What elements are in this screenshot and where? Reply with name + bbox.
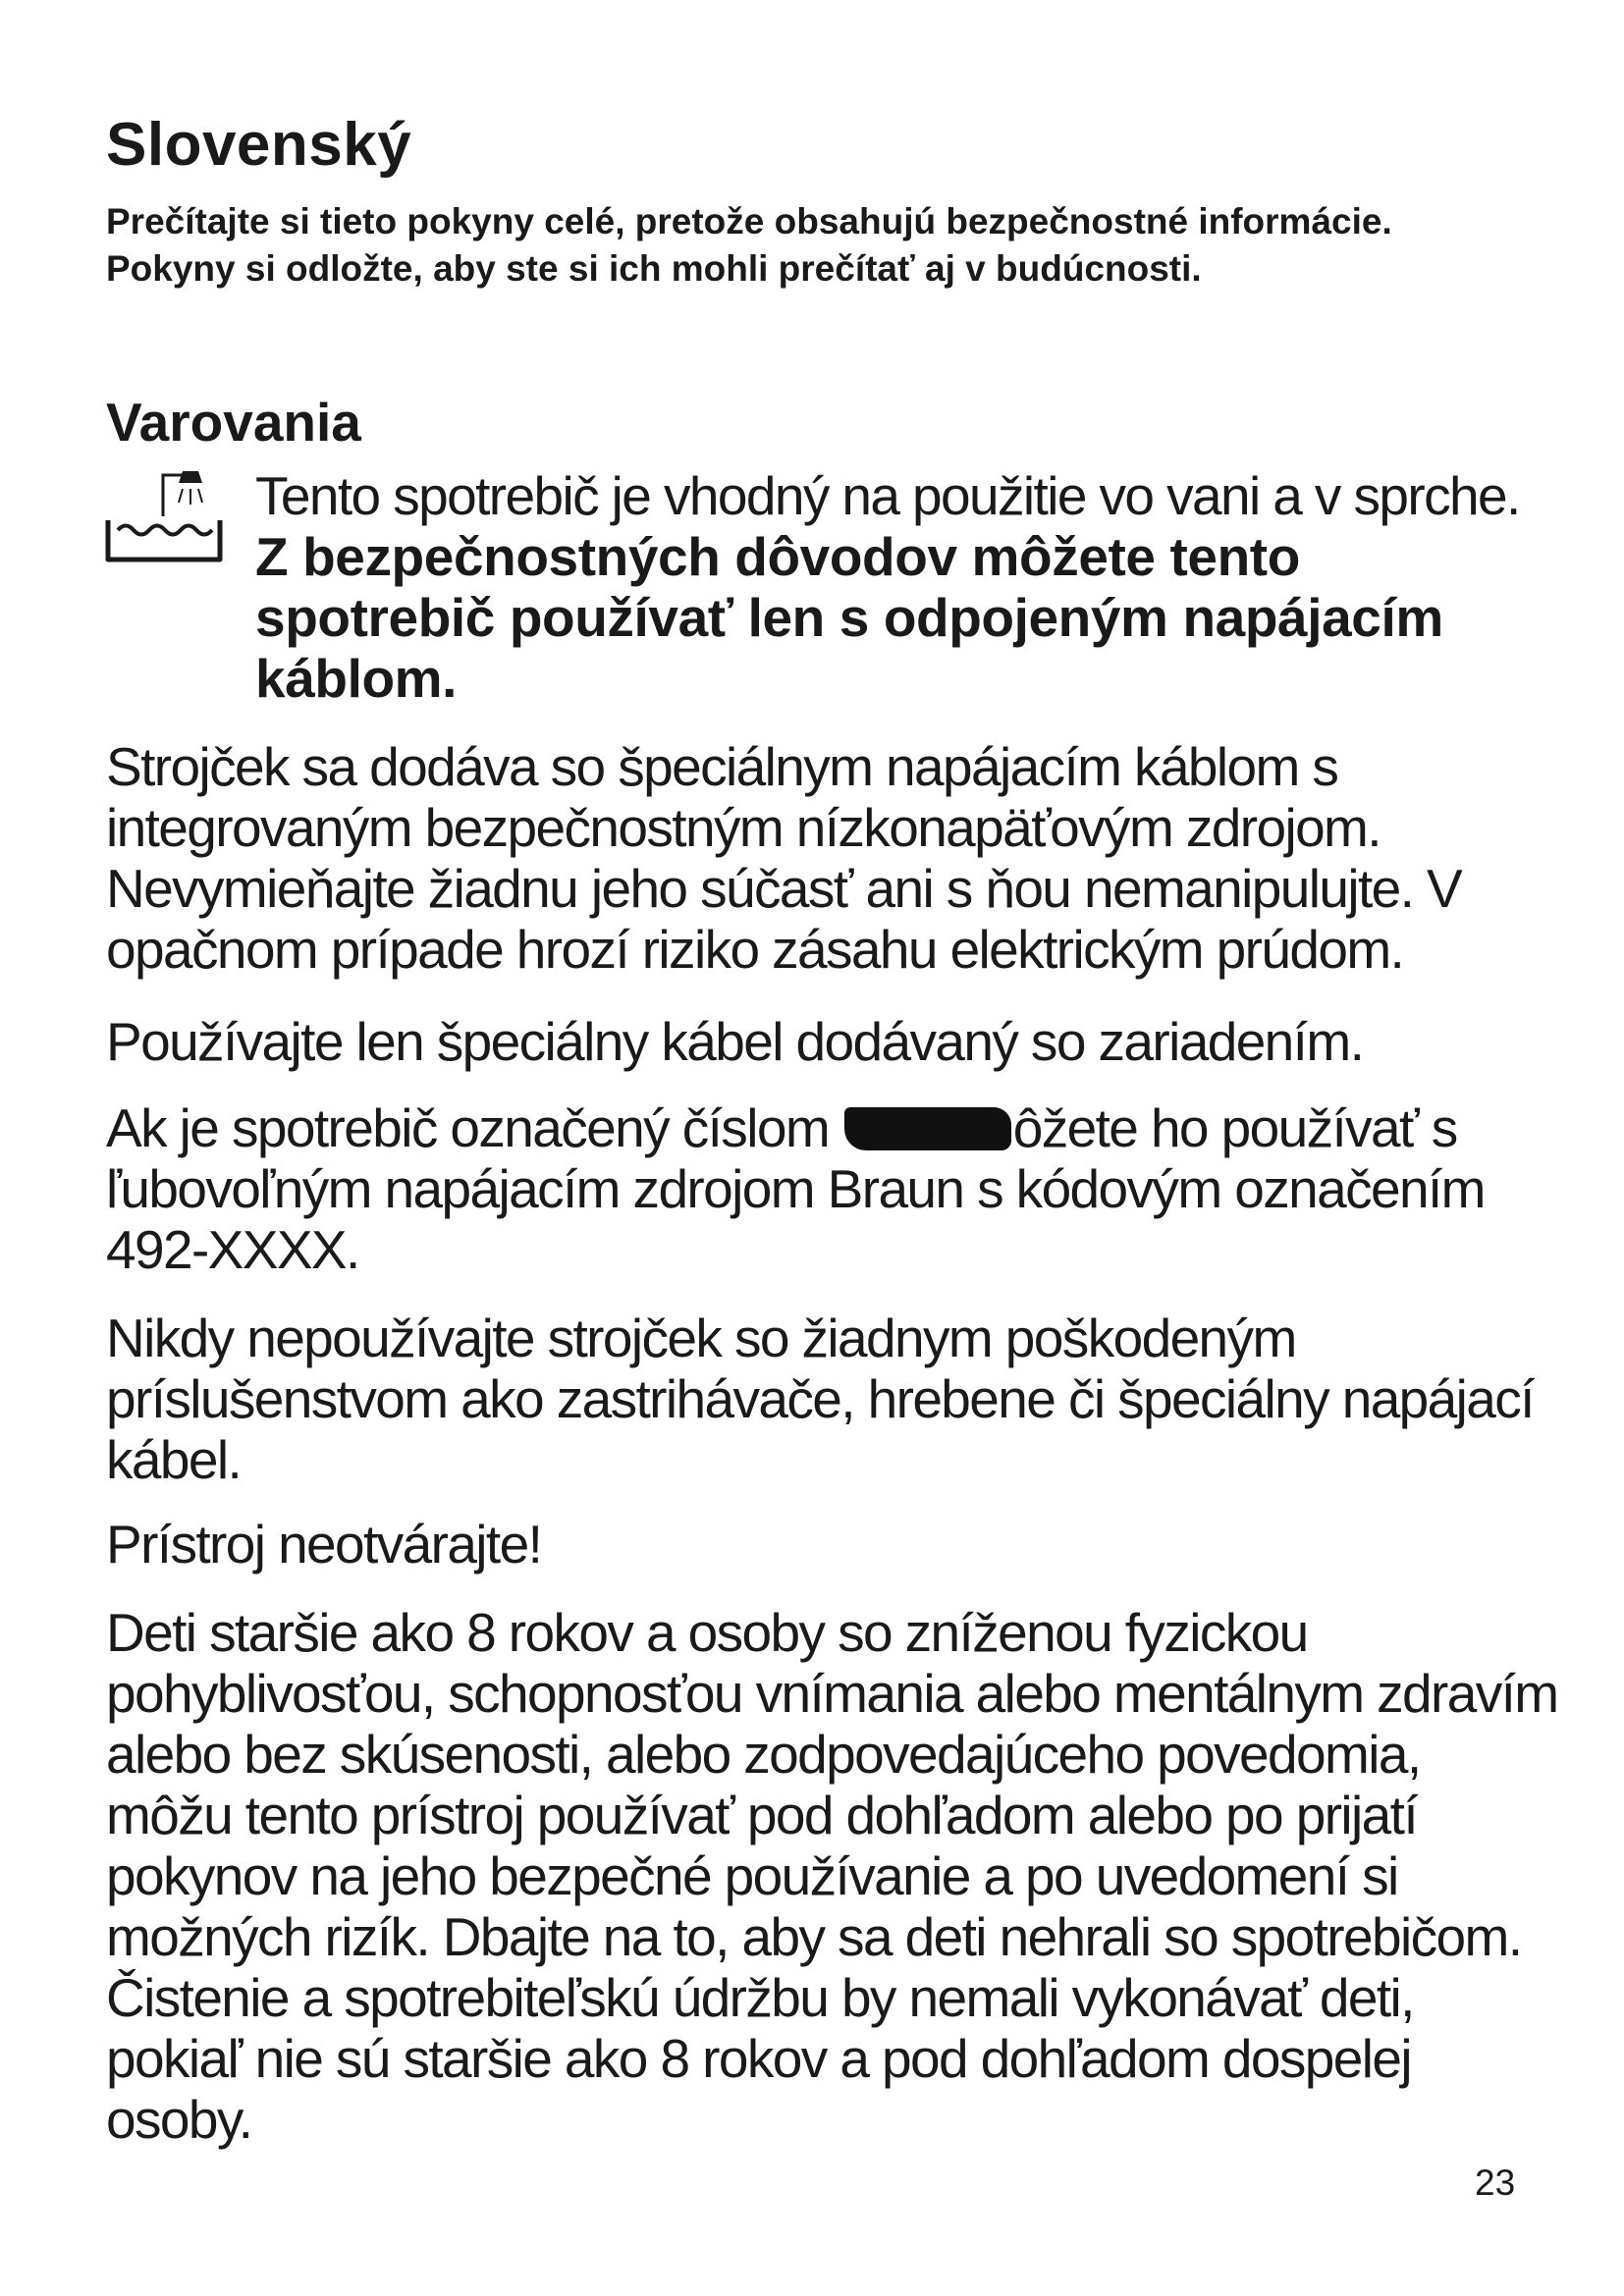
paragraph-special-cable: Používajte len špeciálny kábel dodávaný so zariadením. (106, 1011, 1364, 1072)
paragraph-children: Deti staršie ako 8 rokov a osoby so zníženou fyzickou pohyblivosťou, schopnosťou vnímania alebo mentálnym zdravím alebo bez skúsenosti, alebo zodpovedajúceho povedomia, môžu tento prístroj používať pod dohľadom alebo po prijatí pokynov na jeho bezpečné používanie a po uvedomení si možných rizík. Dbajte na to, aby sa deti nehrali so spotrebičom. Čistenie a spotrebiteľskú údržbu by nemali vykonávať deti, pokiaľ nie sú staršie ako 8 rokov a pod dohľadom dospelej osoby. (106, 1602, 1558, 2150)
warning-bold-text: Z bezpečnostných dôvodov môžete tento spotrebič používať len s odpojeným napájacím káblom. (255, 526, 1443, 709)
paragraph-marking-start: Ak je spotrebič označený číslom (106, 1097, 830, 1158)
intro-text: Prečítajte si tieto pokyny celé, pretože obsahujú bezpečnostné informácie. Pokyny si odložte, aby ste si ich mohli prečítať aj v budúcnosti. (106, 201, 1392, 289)
bathtub-shower-icon (104, 469, 224, 563)
paragraph-cable: Strojček sa dodáva so špeciálnym napájacím káblom s integrovaným bezpečnostným nízkonapäťovým zdrojom. Nevymieňajte žiadnu jeho súčasť ani s ňou nemanipulujte. V opačnom prípade hrozí riziko zásahu elektrickým prúdom. (106, 736, 1462, 980)
warning-block (255, 465, 1551, 709)
paragraph-marking-end: ôžete ho používať s ľubovoľným napájacím zdrojom Braun s kódovým označením 492-XXXX. (106, 1097, 1485, 1280)
paragraph-damaged: Nikdy nepoužívajte strojček so žiadnym poškodeným príslušenstvom ako zastrihávače, hrebene či špeciálny napájací kábel. (106, 1308, 1534, 1490)
warning-first-line: Tento spotrebič je vhodný na použitie vo vani a v sprche. (255, 465, 1520, 526)
language-heading: Slovenský (106, 111, 412, 179)
warnings-heading: Varovania (106, 392, 361, 453)
page-number: 23 (1475, 2163, 1516, 2203)
redaction-mark (844, 1107, 1011, 1150)
paragraph-marking (106, 1097, 1559, 1280)
paragraph-do-not-open: Prístroj neotvárajte! (106, 1514, 542, 1575)
